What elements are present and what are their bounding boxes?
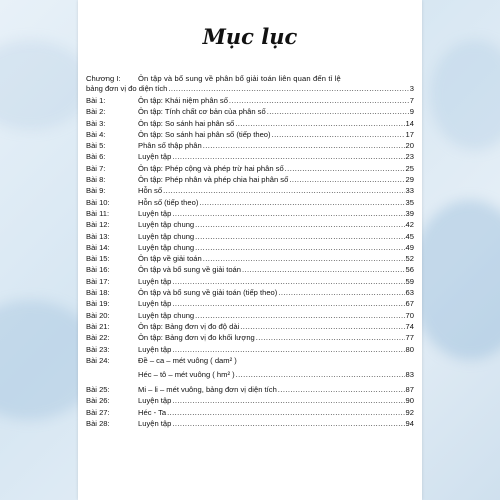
entry-title: Héc - Ta bbox=[138, 407, 167, 417]
entry-page: 45 bbox=[405, 231, 414, 241]
entry-page: 74 bbox=[405, 321, 414, 331]
entry-title: Luyện tập bbox=[138, 396, 172, 406]
dot-leader bbox=[172, 151, 404, 162]
dot-leader bbox=[236, 366, 405, 384]
entry-page: 77 bbox=[405, 333, 414, 343]
entry-title: Hỗn số bbox=[138, 186, 163, 196]
entry-label: Bài 23: bbox=[86, 344, 110, 354]
dot-leader bbox=[195, 231, 404, 242]
entry-title: Ôn tập: Bảng đơn vị đo khối lượng bbox=[138, 333, 255, 343]
entry-label: Bài 19: bbox=[86, 299, 110, 309]
entry-title: Ôn tập về giải toán bbox=[138, 254, 202, 264]
toc-entry[interactable] bbox=[86, 332, 414, 343]
entry-label: Bài 27: bbox=[86, 407, 110, 417]
entry-page: 49 bbox=[405, 242, 414, 252]
toc-entry[interactable] bbox=[86, 118, 414, 129]
entry-label: Bài 6: bbox=[86, 152, 106, 162]
entry-title: Luyện tập bbox=[138, 299, 172, 309]
entry-title: Ôn tập: So sánh hai phân số bbox=[138, 118, 235, 128]
entry-title: Luyện tập bbox=[138, 152, 172, 162]
dot-leader bbox=[240, 321, 404, 332]
toc-entry[interactable] bbox=[86, 151, 414, 162]
entry-title: Hỗn số (tiếp theo) bbox=[138, 197, 199, 207]
entry-title: Luyện tập chung bbox=[138, 310, 195, 320]
dot-leader bbox=[272, 129, 405, 140]
dot-leader bbox=[203, 140, 405, 151]
entry-page: 52 bbox=[405, 254, 414, 264]
dot-leader bbox=[172, 344, 404, 355]
toc-entry[interactable] bbox=[86, 276, 414, 287]
toc-entry[interactable] bbox=[86, 253, 414, 264]
toc-entry[interactable] bbox=[86, 197, 414, 208]
entry-label: Bài 10: bbox=[86, 197, 110, 207]
toc-entry[interactable] bbox=[86, 208, 414, 219]
toc-entry[interactable] bbox=[86, 140, 414, 151]
toc-entry[interactable] bbox=[86, 185, 414, 196]
chapter-entry[interactable] bbox=[86, 74, 414, 94]
dot-leader bbox=[195, 310, 404, 321]
toc-entry[interactable] bbox=[86, 384, 414, 395]
entry-label: Bài 15: bbox=[86, 254, 110, 264]
entry-page: 90 bbox=[405, 396, 414, 406]
entry-page: 94 bbox=[405, 419, 414, 429]
toc-entry[interactable] bbox=[86, 287, 414, 298]
entry-title: Ôn tập và bổ sung về giải toán bbox=[138, 265, 242, 275]
entry-title: Ôn tập: Phép cộng và phép trừ hai phân số bbox=[138, 163, 284, 173]
toc-entry[interactable] bbox=[86, 129, 414, 140]
dot-leader bbox=[278, 384, 405, 395]
entry-label: Bài 8: bbox=[86, 175, 106, 185]
dot-leader bbox=[172, 208, 404, 219]
entry-title: Ôn tập và bổ sung về giải toán (tiếp theo) bbox=[138, 288, 278, 298]
entry-label: Bài 2: bbox=[86, 107, 106, 117]
dot-leader bbox=[229, 95, 409, 106]
entry-title: Ôn tập: Khái niệm phân số bbox=[138, 96, 228, 105]
background-swirl bbox=[430, 40, 500, 150]
entry-title: Luyện tập bbox=[138, 419, 172, 429]
toc-entry[interactable] bbox=[86, 95, 414, 106]
entry-title: Đề – ca – mét vuông ( dam² ) bbox=[138, 355, 237, 365]
toc-entry[interactable] bbox=[86, 219, 414, 230]
toc-entry[interactable] bbox=[86, 264, 414, 275]
entry-page: 35 bbox=[405, 197, 414, 207]
chapter-title-line2: bảng đơn vị đo diện tích bbox=[86, 84, 168, 93]
chapter-label: Chương I: bbox=[86, 74, 121, 83]
toc-entry[interactable] bbox=[86, 407, 414, 418]
entry-page: 56 bbox=[405, 265, 414, 275]
entry-title: Luyện tập bbox=[138, 344, 172, 354]
dot-leader bbox=[172, 395, 404, 406]
entry-label: Bài 12: bbox=[86, 220, 110, 230]
toc-entry[interactable] bbox=[86, 321, 414, 332]
entry-page: 87 bbox=[405, 385, 414, 395]
toc-entry[interactable] bbox=[86, 163, 414, 174]
entry-title: Luyện tập bbox=[138, 208, 172, 218]
dot-leader bbox=[203, 253, 405, 264]
dot-leader bbox=[167, 407, 404, 418]
toc-entry[interactable] bbox=[86, 174, 414, 185]
entry-label: Bài 11: bbox=[86, 208, 110, 218]
entry-page: 59 bbox=[405, 276, 414, 286]
dot-leader bbox=[235, 118, 404, 129]
entry-page: 17 bbox=[405, 129, 414, 139]
entry-page: 7 bbox=[409, 96, 414, 105]
entry-label: Bài 3: bbox=[86, 118, 106, 128]
entry-label: Bài 28: bbox=[86, 419, 110, 429]
dot-leader bbox=[195, 219, 404, 230]
dot-leader bbox=[242, 264, 405, 275]
entry-page: 83 bbox=[405, 370, 414, 380]
dot-leader bbox=[172, 276, 404, 287]
entry-label: Bài 1: bbox=[86, 96, 106, 105]
entry-label: Bài 20: bbox=[86, 310, 110, 320]
dot-leader bbox=[172, 418, 404, 429]
entry-page: 14 bbox=[405, 118, 414, 128]
dot-leader bbox=[168, 84, 408, 94]
entry-page: 39 bbox=[405, 208, 414, 218]
entry-page: 92 bbox=[405, 407, 414, 417]
entry-title: Phân số thập phân bbox=[138, 141, 202, 151]
toc-entry[interactable] bbox=[86, 242, 414, 253]
entry-label: Bài 17: bbox=[86, 276, 110, 286]
entry-page: 70 bbox=[405, 310, 414, 320]
table-of-contents bbox=[86, 74, 414, 429]
background-swirl bbox=[410, 200, 500, 360]
toc-entry[interactable] bbox=[86, 310, 414, 321]
dot-leader bbox=[163, 185, 404, 196]
entry-page: 63 bbox=[405, 288, 414, 298]
toc-entry[interactable] bbox=[86, 298, 414, 309]
entry-title: Ôn tập: So sánh hai phân số (tiếp theo) bbox=[138, 129, 271, 139]
entry-label: Bài 13: bbox=[86, 231, 110, 241]
entry-label: Bài 25: bbox=[86, 385, 110, 395]
chapter-page: 3 bbox=[409, 84, 414, 93]
entry-title: Luyện tập chung bbox=[138, 242, 195, 252]
toc-entry[interactable] bbox=[86, 418, 414, 429]
dot-leader bbox=[267, 106, 409, 117]
entry-title: Ôn tập: Phép nhân và phép chia hai phân số bbox=[138, 175, 289, 185]
entry-label: Bài 7: bbox=[86, 163, 106, 173]
dot-leader bbox=[289, 174, 404, 185]
dot-leader bbox=[278, 287, 404, 298]
document-page bbox=[78, 0, 422, 500]
entry-label: Bài 14: bbox=[86, 242, 110, 252]
entry-title: Luyện tập chung bbox=[138, 220, 195, 230]
toc-entry[interactable] bbox=[86, 366, 414, 384]
entry-page: 25 bbox=[405, 163, 414, 173]
entry-page: 33 bbox=[405, 186, 414, 196]
entry-page: 9 bbox=[409, 107, 414, 117]
dot-leader bbox=[285, 163, 405, 174]
entry-label: Bài 5: bbox=[86, 141, 106, 151]
entry-label: Bài 9: bbox=[86, 186, 106, 196]
entry-title: Luyện tập bbox=[138, 276, 172, 286]
toc-entry[interactable] bbox=[86, 106, 414, 117]
toc-entry[interactable] bbox=[86, 231, 414, 242]
dot-leader bbox=[172, 298, 404, 309]
entry-label: Bài 26: bbox=[86, 396, 110, 406]
dot-leader bbox=[199, 197, 404, 208]
page-title: Mục lục bbox=[202, 24, 298, 49]
entry-label: Bài 22: bbox=[86, 333, 110, 343]
entry-title: Héc – tô – mét vuông ( hm² ) bbox=[138, 370, 235, 380]
entry-label: Bài 24: bbox=[86, 355, 110, 365]
entry-label: Bài 21: bbox=[86, 321, 110, 331]
entry-page: 67 bbox=[405, 299, 414, 309]
dot-leader bbox=[195, 242, 404, 253]
entry-label: Bài 18: bbox=[86, 288, 110, 298]
entry-page: 42 bbox=[405, 220, 414, 230]
entry-label: Bài 4: bbox=[86, 129, 106, 139]
entry-label: Bài 16: bbox=[86, 265, 110, 275]
toc-entry[interactable] bbox=[86, 395, 414, 406]
toc-entry[interactable] bbox=[86, 344, 414, 355]
entry-title: Mi – li – mét vuông, bảng đơn vị diện tích bbox=[138, 385, 277, 395]
dot-leader bbox=[256, 332, 405, 343]
chapter-title-line1: Ôn tập và bổ sung về phân bổ giải toán liên quan đến tỉ lệ bbox=[138, 74, 341, 83]
background-swirl bbox=[0, 40, 90, 130]
toc-entry[interactable] bbox=[86, 355, 414, 366]
entry-title: Luyện tập chung bbox=[138, 231, 195, 241]
entry-title: Ôn tập: Bảng đơn vị đo độ dài bbox=[138, 321, 240, 331]
entry-page: 23 bbox=[405, 152, 414, 162]
entry-page: 20 bbox=[405, 141, 414, 151]
entry-page: 29 bbox=[405, 175, 414, 185]
entry-page: 80 bbox=[405, 344, 414, 354]
entry-title: Ôn tập: Tính chất cơ bản của phân số bbox=[138, 107, 266, 117]
